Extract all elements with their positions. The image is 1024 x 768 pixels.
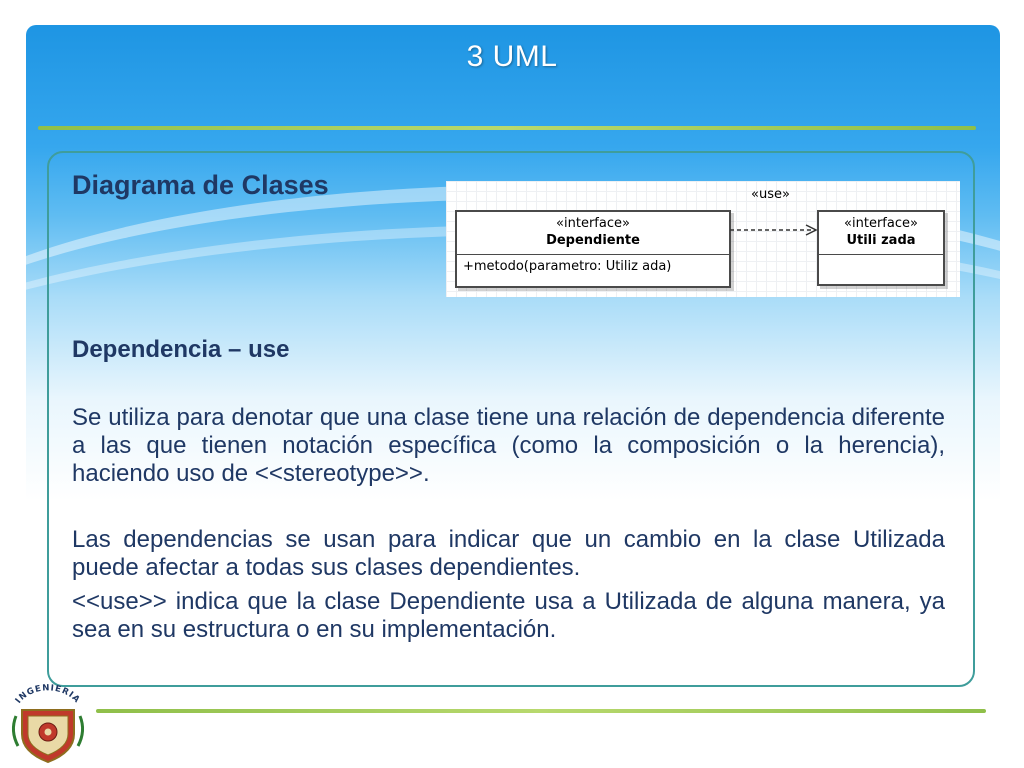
uml-class-diagram	[446, 181, 960, 297]
use-stereotype-label: «use»	[751, 187, 790, 202]
top-divider	[38, 126, 976, 130]
subsection-heading: Dependencia – use	[72, 336, 290, 363]
logo-gear-center	[45, 729, 52, 736]
logo-arc-text: INGENIERIA	[13, 683, 83, 706]
class-dependiente-name: Dependiente	[546, 233, 640, 248]
class-utilizada-stereotype: «interface»	[844, 216, 918, 231]
paragraph-use-meaning: <<use>> indica que la clase Dependiente usa a Utilizada de alguna manera, ya sea en su estructura o en su implementación.	[72, 588, 945, 643]
paragraph-change-impact: Las dependencias se usan para indicar que un cambio en la clase Utilizada puede afectar a todas sus clases dependientes.	[72, 526, 945, 581]
paragraph-definition: Se utiliza para denotar que una clase tiene una relación de dependencia diferente a las que tienen notación específica (como la composición o la herencia), haciendo uso de <<stereotype>>.	[72, 404, 945, 487]
bottom-divider	[96, 709, 986, 713]
engineering-faculty-logo	[8, 676, 88, 766]
slide-title: 3 UML	[466, 40, 558, 73]
dependency-arrow	[446, 181, 960, 297]
class-dependiente-operation: +metodo(parametro: Utiliz ada)	[463, 259, 672, 274]
class-utilizada-name: Utili zada	[846, 233, 916, 248]
section-heading: Diagrama de Clases	[72, 170, 329, 200]
class-dependiente-stereotype: «interface»	[556, 216, 630, 231]
